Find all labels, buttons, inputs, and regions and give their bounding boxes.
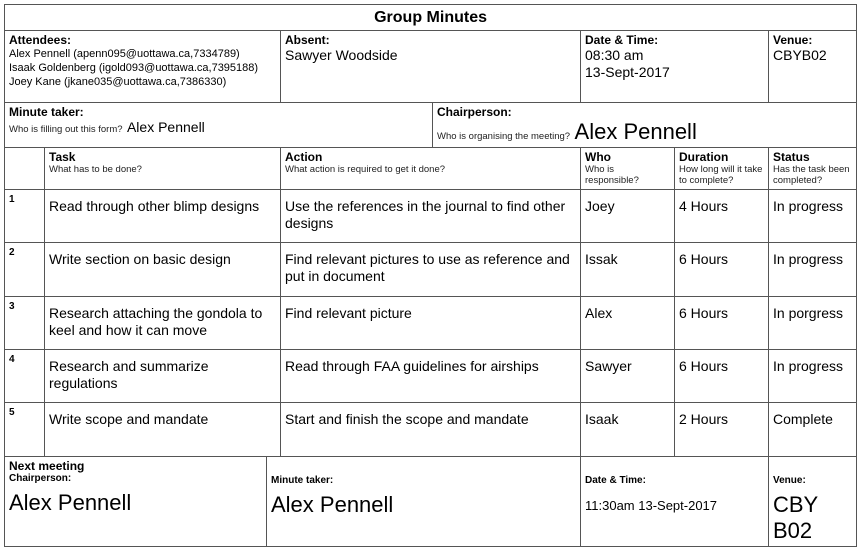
attendee-item: Isaak Goldenberg (igold093@uottawa.ca,7395188) [9,62,259,74]
task-cell: Research attaching the gondola to keel and how it can move [45,297,281,350]
time-value: 08:30 am [585,47,644,63]
status-cell: In progress [769,350,857,403]
title-row [5,5,857,31]
roles-row [5,103,857,148]
absent-cell [281,31,581,103]
next-chair-label: Chairperson: [9,473,72,484]
duration-cell: 6 Hours [675,297,769,350]
status-col-label: Status [773,150,810,164]
venue-cell [769,31,857,103]
duration-col-label: Duration [679,150,729,164]
minute-taker-cell [5,103,433,148]
chairperson-cell [433,103,857,148]
task-header [45,148,281,190]
datetime-cell [581,31,769,103]
column-header-row [5,148,857,190]
who-cell: Issak [581,243,675,297]
duration-cell: 6 Hours [675,243,769,297]
next-venue-label: Venue: [773,475,806,486]
who-cell: Isaak [581,403,675,457]
action-cell: Use the references in the journal to find other designs [281,190,581,243]
minute-taker-value: Alex Pennell [126,119,205,135]
who-cell: Sawyer [581,350,675,403]
minutes-sheet [4,4,856,543]
next-venue-cell [769,457,857,547]
action-cell: Find relevant picture [281,297,581,350]
venue-value: CBYB02 [773,47,827,63]
status-cell: Complete [769,403,857,457]
table-row [5,243,857,297]
row-number: 1 [5,190,45,243]
absent-label: Absent: [285,33,330,47]
attendees-label: Attendees: [9,33,72,47]
task-col-label: Task [49,150,76,164]
who-cell: Alex [581,297,675,350]
next-minute-value: Alex Pennell [271,492,394,517]
date-value: 13-Sept-2017 [585,64,670,80]
minute-taker-sub: Who is filling out this form? [9,124,123,135]
attendees-cell [5,31,281,103]
who-cell: Joey [581,190,675,243]
chairperson-sub: Who is organising the meeting? [437,131,571,142]
status-cell: In progress [769,243,857,297]
status-col-sub: Has the task been completed? [773,164,850,186]
duration-header [675,148,769,190]
next-chair-cell [5,457,267,547]
table-row [5,190,857,243]
status-header [769,148,857,190]
action-header [281,148,581,190]
status-cell: In porgress [769,297,857,350]
table-row [5,403,857,457]
table-row [5,297,857,350]
next-meeting-label: Next meeting [9,459,85,473]
chairperson-value: Alex Pennell [574,119,697,144]
who-header [581,148,675,190]
duration-cell: 6 Hours [675,350,769,403]
row-number: 3 [5,297,45,350]
next-datetime-value: 11:30am 13-Sept-2017 [585,498,718,513]
task-col-sub: What has to be done? [49,164,142,175]
task-cell: Write scope and mandate [45,403,281,457]
task-cell: Read through other blimp designs [45,190,281,243]
venue-label: Venue: [773,33,813,47]
action-cell: Read through FAA guidelines for airships [281,350,581,403]
header-row [5,31,857,103]
row-number: 5 [5,403,45,457]
who-col-sub: Who is responsible? [585,164,639,186]
datetime-label: Date & Time: [585,33,659,47]
absent-value: Sawyer Woodside [285,47,398,63]
task-cell: Research and summarize regulations [45,350,281,403]
attendee-item: Joey Kane (jkane035@uottawa.ca,7386330) [9,76,227,88]
next-meeting-row [5,457,857,547]
next-datetime-label: Date & Time: [585,475,646,486]
task-cell: Write section on basic design [45,243,281,297]
who-col-label: Who [585,150,611,164]
status-cell: In progress [769,190,857,243]
duration-cell: 4 Hours [675,190,769,243]
action-col-sub: What action is required to get it done? [285,164,446,175]
row-number: 2 [5,243,45,297]
duration-cell: 2 Hours [675,403,769,457]
next-datetime-cell [581,457,769,547]
minutes-table [4,4,857,547]
next-venue-value: CBY B02 [773,492,818,543]
action-cell: Find relevant pictures to use as reference and put in document [281,243,581,297]
next-chair-value: Alex Pennell [9,490,132,515]
chairperson-label: Chairperson: [437,105,512,119]
next-minute-cell [267,457,581,547]
action-cell: Start and finish the scope and mandate [281,403,581,457]
duration-col-sub: How long will it take to complete? [679,164,763,186]
attendee-item: Alex Pennell (apenn095@uottawa.ca,7334789) [9,48,240,60]
next-minute-label: Minute taker: [271,475,334,486]
page-title: Group Minutes [5,5,857,31]
num-header [5,148,45,190]
row-number: 4 [5,350,45,403]
table-row [5,350,857,403]
action-col-label: Action [285,150,323,164]
minute-taker-label: Minute taker: [9,105,84,119]
